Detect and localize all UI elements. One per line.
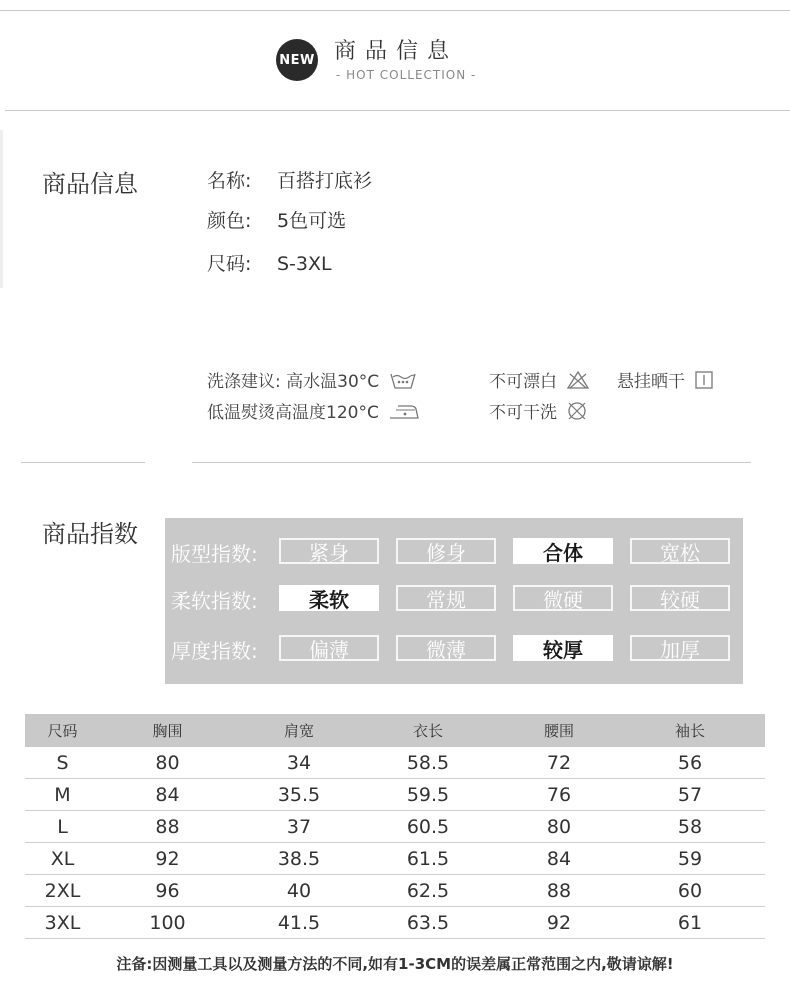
thickness-option: 偏薄 <box>279 635 379 661</box>
column-header: 袖长 <box>674 722 705 740</box>
header-title: 商品信息 <box>334 39 459 64</box>
care-text: 低温熨烫高温度120°C <box>207 403 379 423</box>
table-cell: XL <box>50 847 75 870</box>
table-cell: 84 <box>155 783 180 806</box>
info-label: 尺码: <box>207 253 252 275</box>
table-cell: 41.5 <box>277 911 321 934</box>
care-hang-dry <box>617 367 714 395</box>
care-wash <box>207 367 417 395</box>
table-cell: 80 <box>155 751 180 774</box>
table-row <box>25 747 765 779</box>
table-cell: 40 <box>286 879 312 902</box>
table-cell: M <box>54 783 71 806</box>
fit-option-selected: 合体 <box>513 538 613 564</box>
table-cell: 76 <box>546 783 572 806</box>
table-cell: 3XL <box>44 911 81 934</box>
iron-icon <box>388 401 420 426</box>
table-cell: 61.5 <box>406 847 450 870</box>
table-cell: 61 <box>677 911 703 934</box>
info-label: 名称: <box>207 170 252 192</box>
table-cell: 35.5 <box>277 783 321 806</box>
table-row <box>25 779 765 811</box>
table-cell: 60 <box>677 879 703 902</box>
info-label: 颜色: <box>207 210 252 232</box>
care-text: 悬挂晒干 <box>617 372 685 392</box>
thickness-option: 加厚 <box>630 635 730 661</box>
care-text: 不可漂白 <box>489 372 557 392</box>
table-cell: 2XL <box>44 879 81 902</box>
table-cell: 96 <box>155 879 180 902</box>
info-row-size <box>207 249 332 276</box>
softness-option: 微硬 <box>513 585 613 611</box>
table-cell: 88 <box>155 815 180 838</box>
wash-basin-icon <box>389 370 417 395</box>
measurement-footnote: 注备:因测量工具以及测量方法的不同,如有1-3CM的误差属正常范围之内,敬请谅解! <box>116 955 674 973</box>
table-cell: 100 <box>149 911 186 934</box>
table-cell: 34 <box>286 751 312 774</box>
table-row <box>25 843 765 875</box>
softness-option-selected: 柔软 <box>279 585 379 611</box>
care-no-bleach <box>489 367 590 395</box>
table-cell: 88 <box>546 879 572 902</box>
table-cell: 57 <box>677 783 703 806</box>
no-bleach-icon <box>566 370 590 395</box>
index-label-fit: 版型指数: <box>171 542 258 566</box>
fit-option: 紧身 <box>279 538 379 564</box>
care-no-dry-clean <box>489 398 588 427</box>
table-cell: 80 <box>546 815 572 838</box>
table-cell: 59.5 <box>406 783 450 806</box>
table-cell: 60.5 <box>406 815 450 838</box>
care-text: 高水温30°C <box>286 372 380 392</box>
table-cell: S <box>56 751 69 774</box>
column-header: 腰围 <box>543 722 574 740</box>
section-divider-right <box>192 462 751 463</box>
table-cell: 72 <box>546 751 572 774</box>
info-row-name <box>207 166 372 193</box>
thickness-option: 微薄 <box>396 635 496 661</box>
no-dry-clean-icon <box>566 400 588 427</box>
table-cell: 62.5 <box>406 879 450 902</box>
table-row <box>25 811 765 843</box>
table-cell: 92 <box>155 847 180 870</box>
softness-option: 较硬 <box>630 585 730 611</box>
product-index-title: 商品指数 <box>42 520 138 548</box>
column-header: 衣长 <box>412 722 443 740</box>
section-divider-left <box>21 462 145 463</box>
table-header <box>25 714 765 747</box>
header-divider <box>5 110 790 111</box>
side-accent <box>0 130 3 288</box>
table-cell: 63.5 <box>406 911 450 934</box>
hang-dry-icon <box>694 370 714 395</box>
index-panel <box>165 518 743 684</box>
care-text: 不可干洗 <box>489 403 557 423</box>
index-label-softness: 柔软指数: <box>171 589 258 613</box>
table-cell: 58 <box>677 815 703 838</box>
info-value: S-3XL <box>277 253 332 275</box>
header-subtitle: - HOT COLLECTION - <box>336 68 477 82</box>
table-cell: 58.5 <box>406 751 450 774</box>
top-divider <box>0 10 790 11</box>
thickness-option-selected: 较厚 <box>513 635 613 661</box>
table-row <box>25 875 765 907</box>
table-cell: 92 <box>546 911 572 934</box>
column-header: 尺码 <box>47 722 78 740</box>
new-badge: NEW <box>276 39 318 81</box>
size-table <box>25 714 765 939</box>
table-cell: 59 <box>677 847 703 870</box>
care-iron <box>207 398 420 426</box>
softness-option: 常规 <box>396 585 496 611</box>
table-cell: 84 <box>546 847 572 870</box>
column-header: 肩宽 <box>283 722 314 740</box>
care-label: 洗涤建议: <box>207 372 281 392</box>
product-info-title: 商品信息 <box>42 170 138 198</box>
table-cell: L <box>57 815 68 838</box>
info-row-color <box>207 206 346 233</box>
fit-option: 修身 <box>396 538 496 564</box>
table-cell: 56 <box>677 751 703 774</box>
index-label-thickness: 厚度指数: <box>171 639 258 663</box>
fit-option: 宽松 <box>630 538 730 564</box>
column-header: 胸围 <box>152 722 183 740</box>
table-row <box>25 907 765 939</box>
info-value: 5色可选 <box>277 210 347 232</box>
table-cell: 37 <box>286 815 312 838</box>
table-cell: 38.5 <box>277 847 321 870</box>
info-value: 百搭打底衫 <box>277 170 373 192</box>
